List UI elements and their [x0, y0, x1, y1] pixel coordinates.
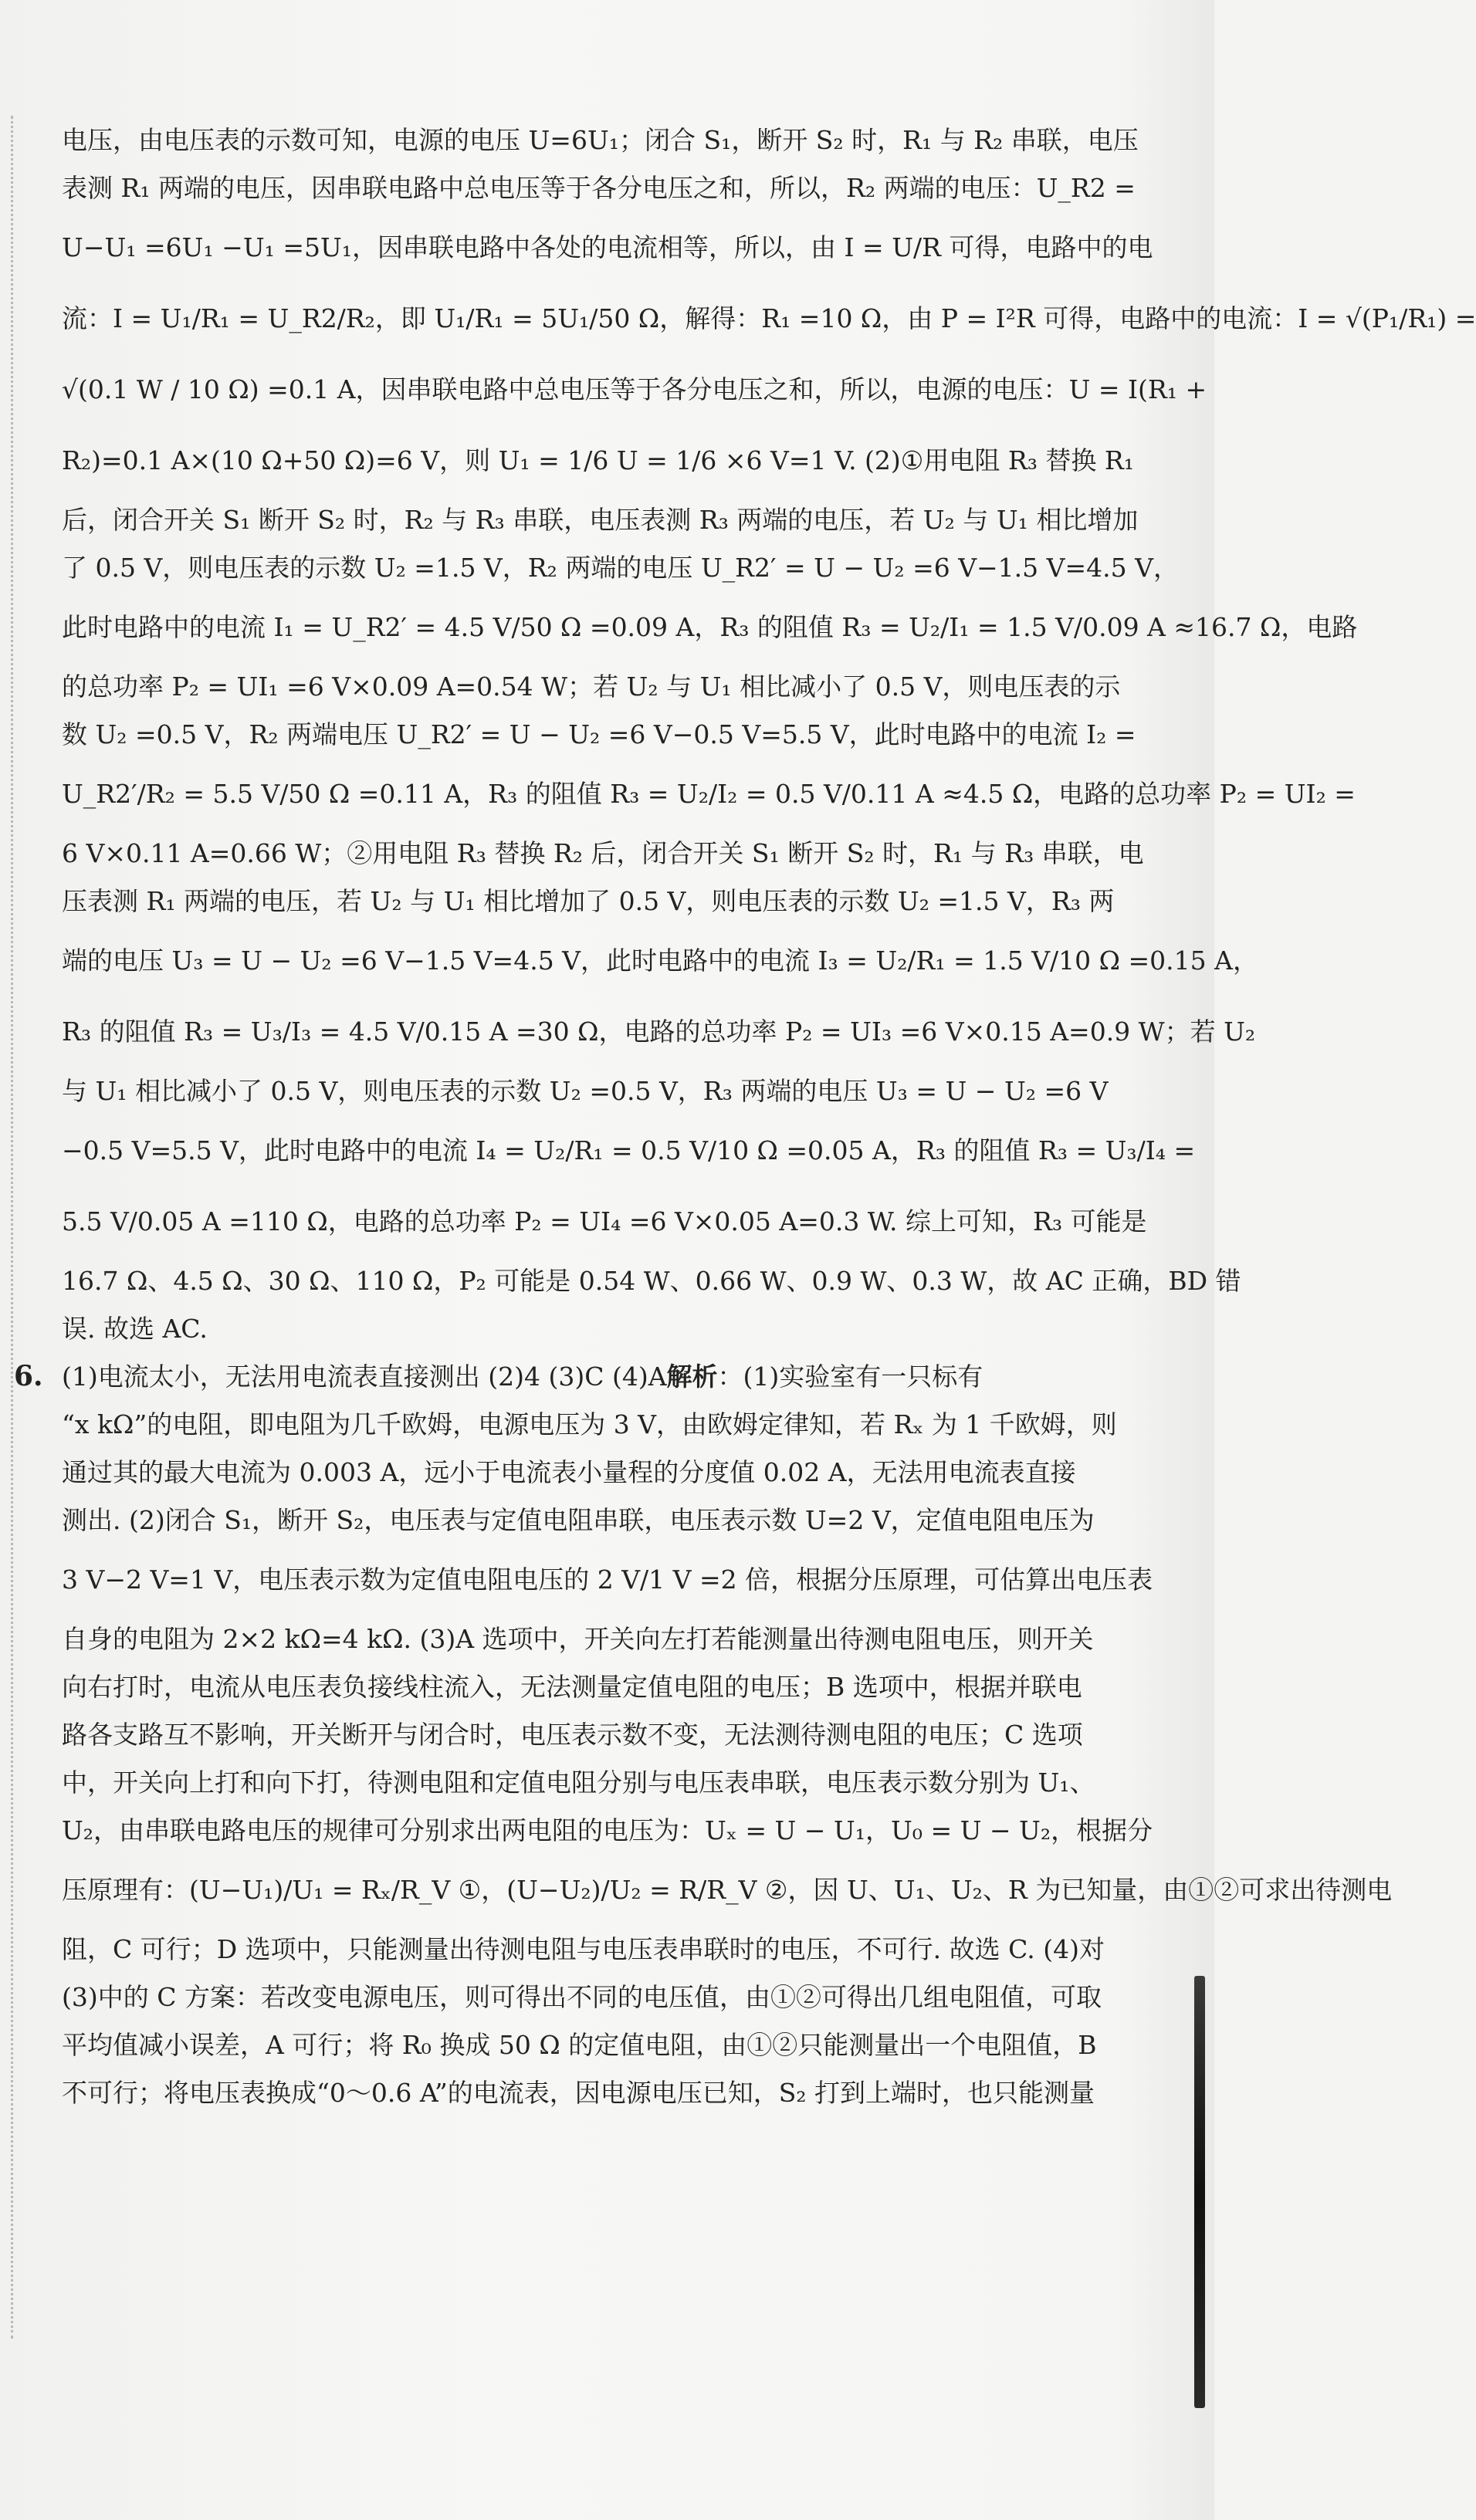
- text-line: 6 V×0.11 A=0.66 W；②用电阻 R₃ 替换 R₂ 后，闭合开关 S₁ 断开 S₂ 时，R₁ 与 R₃ 串联，电: [62, 837, 1144, 868]
- text-line: 表测 R₁ 两端的电压，因串联电路中总电压等于各分电压之和，所以，R₂ 两端的电压：U_R2 =: [62, 172, 1136, 203]
- page-edge-shadow: [1194, 1976, 1205, 2408]
- analysis-label: 解析: [666, 1361, 718, 1392]
- text-line: 不可行；将电压表换成“0～0.6 A”的电流表，因电源电压已知，S₂ 打到上端时，也只能测量: [62, 2077, 1095, 2108]
- text-line: 路各支路互不影响，开关断开与闭合时，电压表示数不变，无法测待测电阻的电压；C 选项: [62, 1719, 1083, 1750]
- text-line: 自身的电阻为 2×2 kΩ=4 kΩ. (3)A 选项中，开关向左打若能测量出待测电阻电压，则开关: [62, 1623, 1094, 1654]
- text-line: 阻，C 可行；D 选项中，只能测量出待测电阻与电压表串联时的电压，不可行. 故选 C. (4)对: [62, 1933, 1105, 1964]
- question-6-first-line: [14, 1352, 1143, 1400]
- text-line: U−U₁ =6U₁ −U₁ =5U₁，因串联电路中各处的电流相等，所以，由 I = U/R 可得，电路中的电: [62, 232, 1153, 262]
- analysis-start: ：(1)实验室有一只标有: [717, 1361, 983, 1392]
- text-line: 16.7 Ω、4.5 Ω、30 Ω、110 Ω，P₂ 可能是 0.54 W、0.66 W、0.9 W、0.3 W，故 AC 正确，BD 错: [62, 1265, 1241, 1296]
- text-line: 此时电路中的电流 I₁ = U_R2′ = 4.5 V/50 Ω =0.09 A，R₃ 的阻值 R₃ = U₂/I₁ = 1.5 V/0.09 A ≈16.7 Ω，电路: [62, 611, 1358, 642]
- text-line: (3)中的 C 方案：若改变电源电压，则可得出不同的电压值，由①②可得出几组电阻值，可取: [62, 1981, 1102, 2012]
- text-line: 的总功率 P₂ = UI₁ =6 V×0.09 A=0.54 W；若 U₂ 与 U₁ 相比减小了 0.5 V，则电压表的示: [62, 671, 1121, 702]
- text-line: R₂)=0.1 A×(10 Ω+50 Ω)=6 V，则 U₁ = 1/6 U = 1/6 ×6 V=1 V. (2)①用电阻 R₃ 替换 R₁: [62, 445, 1134, 475]
- text-line: 端的电压 U₃ = U − U₂ =6 V−1.5 V=4.5 V，此时电路中的电流 I₃ = U₂/R₁ = 1.5 V/10 Ω =0.15 A，: [62, 945, 1258, 976]
- text-line: 后，闭合开关 S₁ 断开 S₂ 时，R₂ 与 R₃ 串联，电压表测 R₃ 两端的电压，若 U₂ 与 U₁ 相比增加: [62, 504, 1139, 535]
- text-line: 压原理有：(U−U₁)/U₁ = Rₓ/R_V ①，(U−U₂)/U₂ = R/R_V ②，因 U、U₁、U₂、R 为已知量，由①②可求出待测电: [62, 1874, 1393, 1905]
- text-line: 流：I = U₁/R₁ = U_R2/R₂，即 U₁/R₁ = 5U₁/50 Ω，解得：R₁ =10 Ω，由 P = I²R 可得，电路中的电流：I = √(P₁/R₁) =: [62, 303, 1476, 333]
- text-line: 中，开关向上打和向下打，待测电阻和定值电阻分别与电压表串联，电压表示数分别为 U₁、: [62, 1767, 1095, 1798]
- solution-text: [14, 116, 1476, 2116]
- text-line: −0.5 V=5.5 V，此时电路中的电流 I₄ = U₂/R₁ = 0.5 V/10 Ω =0.05 A，R₃ 的阻值 R₃ = U₃/I₄ =: [62, 1135, 1196, 1165]
- text-line: 5.5 V/0.05 A =110 Ω，电路的总功率 P₂ = UI₄ =6 V×0.05 A=0.3 W. 综上可知，R₃ 可能是: [62, 1206, 1147, 1236]
- text-line: 压表测 R₁ 两端的电压，若 U₂ 与 U₁ 相比增加了 0.5 V，则电压表的示数 U₂ =1.5 V，R₃ 两: [62, 885, 1115, 916]
- text-line: 数 U₂ =0.5 V，R₂ 两端电压 U_R2′ = U − U₂ =6 V−0.5 V=5.5 V，此时电路中的电流 I₂ =: [62, 719, 1136, 749]
- binding-margin-dotted-line: [11, 116, 13, 2339]
- text-line: 与 U₁ 相比减小了 0.5 V，则电压表的示数 U₂ =0.5 V，R₃ 两端的电压 U₃ = U − U₂ =6 V: [62, 1075, 1109, 1106]
- text-line: 误. 故选 AC.: [62, 1313, 208, 1344]
- text-line: 通过其的最大电流为 0.003 A，远小于电流表小量程的分度值 0.02 A，无法用电流表直接: [62, 1456, 1076, 1487]
- text-line: U₂，由串联电路电压的规律可分别求出两电阻的电压为：Uₓ = U − U₁，U₀ = U − U₂，根据分: [62, 1815, 1153, 1845]
- text-line: 平均值减小误差，A 可行；将 R₀ 换成 50 Ω 的定值电阻，由①②只能测量出一个电阻值，B: [62, 2029, 1097, 2060]
- text-line: “x kΩ”的电阻，即电阻为几千欧姆，电源电压为 3 V，由欧姆定律知，若 Rₓ 为 1 千欧姆，则: [62, 1409, 1117, 1439]
- text-line: √(0.1 W / 10 Ω) =0.1 A，因串联电路中总电压等于各分电压之和，所以，电源的电压：U = I(R₁ +: [62, 374, 1207, 404]
- text-line: R₃ 的阻值 R₃ = U₃/I₃ = 4.5 V/0.15 A =30 Ω，电路的总功率 P₂ = UI₃ =6 V×0.15 A=0.9 W；若 U₂: [62, 1016, 1256, 1047]
- text-line: 向右打时，电流从电压表负接线柱流入，无法测量定值电阻的电压；B 选项中，根据并联电: [62, 1671, 1082, 1702]
- text-line: U_R2′/R₂ = 5.5 V/50 Ω =0.11 A，R₃ 的阻值 R₃ = U₂/I₂ = 0.5 V/0.11 A ≈4.5 Ω，电路的总功率 P₂ = UI₂ =: [62, 778, 1356, 809]
- text-line: 3 V−2 V=1 V，电压表示数为定值电阻电压的 2 V/1 V =2 倍，根据分压原理，可估算出电压表: [62, 1564, 1153, 1595]
- text-line: 测出. (2)闭合 S₁，断开 S₂，电压表与定值电阻串联，电压表示数 U=2 V，定值电阻电压为: [62, 1504, 1095, 1535]
- question-number: 6.: [14, 1360, 43, 1392]
- answers: (1)电流太小，无法用电流表直接测出 (2)4 (3)C (4)A: [62, 1361, 667, 1392]
- text-line: 电压，由电压表的示数可知，电源的电压 U=6U₁；闭合 S₁，断开 S₂ 时，R₁ 与 R₂ 串联，电压: [62, 124, 1139, 155]
- text-line: 了 0.5 V，则电压表的示数 U₂ =1.5 V，R₂ 两端的电压 U_R2′ = U − U₂ =6 V−1.5 V=4.5 V，: [62, 552, 1179, 583]
